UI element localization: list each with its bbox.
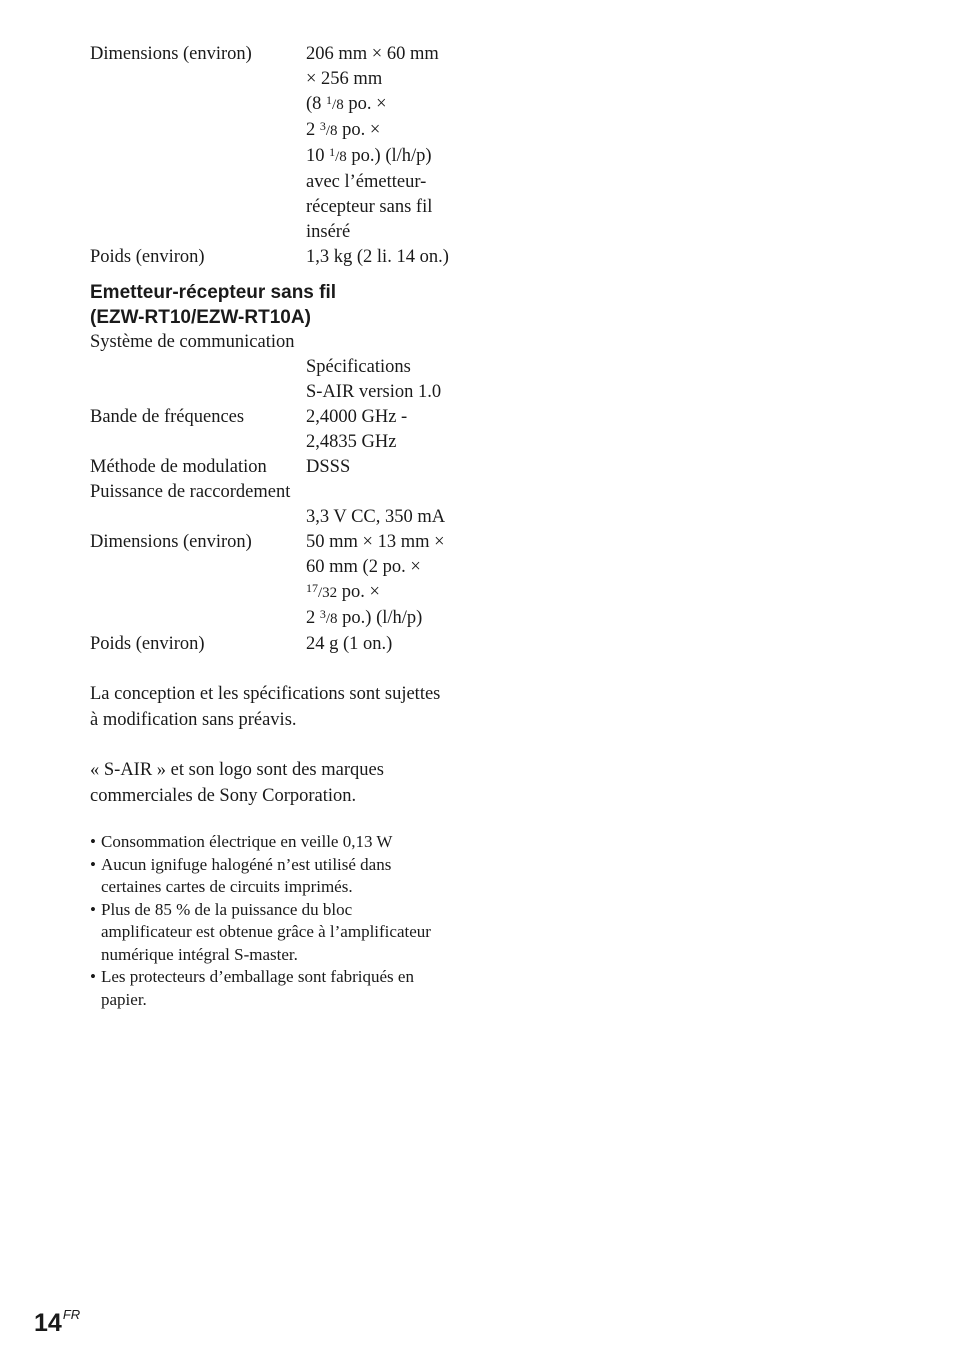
list-item — [90, 899, 470, 967]
spec-value — [306, 530, 470, 632]
heading-line: (EZW-RT10/EZW-RT10A) — [90, 307, 311, 328]
spec-value-line: 2 $^3$/8 po. × — [306, 119, 381, 140]
spec-value-line: 10 $^1$/8 po.) (l/h/p) — [306, 145, 432, 166]
bullet-marker: • — [90, 832, 96, 851]
notice-line: La conception et les spécifications sont sujettes — [90, 684, 441, 704]
bullet-marker: • — [90, 967, 96, 986]
list-item-line: Consommation électrique en veille 0,13 W — [101, 832, 393, 851]
spec-label: Système de communication — [90, 332, 295, 352]
spec-value-line: 2,4835 GHz — [306, 432, 397, 452]
spec-row-weight — [90, 245, 470, 270]
spec-row-power — [90, 480, 470, 530]
spec-row-weight — [90, 632, 470, 657]
spec-value-line: 50 mm × 13 mm × — [306, 532, 445, 552]
spec-value-line: 60 mm (2 po. × — [306, 557, 421, 577]
spec-value-line: $^{17}$/32 po. × — [306, 581, 380, 602]
spec-row-dimensions — [90, 42, 470, 245]
list-item — [90, 831, 470, 854]
speaker-spec-table — [90, 42, 470, 270]
spec-value — [306, 405, 470, 455]
spec-value: DSSS — [306, 457, 351, 477]
spec-value-line: (8 $^1$/8 po. × — [306, 93, 387, 114]
spec-row-power-values — [90, 505, 470, 530]
spec-value — [306, 355, 470, 405]
trademark-notice — [90, 758, 470, 809]
spec-row-communication-values — [90, 355, 470, 405]
spec-value-line: inséré — [306, 222, 351, 242]
page-language-code: FR — [62, 1307, 81, 1322]
spec-value-line: 206 mm × 60 mm — [306, 44, 439, 64]
design-change-notice — [90, 682, 470, 733]
spec-label: Dimensions (environ) — [90, 44, 252, 64]
bullet-marker: • — [90, 899, 96, 919]
spec-row-dimensions — [90, 530, 470, 632]
spec-value: 3,3 V CC, 350 mA — [306, 507, 446, 527]
spec-label-spacer — [90, 355, 306, 405]
eco-bullet-list — [90, 831, 470, 1011]
spec-label: Bande de fréquences — [90, 407, 245, 427]
spec-label-spacer — [90, 505, 306, 530]
spec-value-line: 2,4000 GHz - — [306, 407, 408, 427]
transceiver-spec-table — [90, 330, 470, 657]
spec-label: Dimensions (environ) — [90, 532, 252, 552]
list-item-line: Les protecteurs d’emballage sont fabriqués en — [101, 967, 414, 986]
page-number — [34, 1300, 80, 1338]
spec-value: 1,3 kg (2 li. 14 on.) — [306, 247, 449, 267]
spec-value-line: S-AIR version 1.0 — [306, 382, 442, 402]
spec-value — [306, 42, 470, 245]
spec-value-line: récepteur sans fil — [306, 197, 433, 217]
spec-row-modulation — [90, 455, 470, 480]
section-heading-transceiver — [90, 280, 470, 330]
notice-line: à modification sans préavis. — [90, 709, 297, 730]
heading-line: Emetteur-récepteur sans fil — [90, 282, 337, 303]
spec-label: Poids (environ) — [90, 634, 205, 654]
spec-value-line: 2 $^3$/8 po.) (l/h/p) — [306, 607, 423, 628]
spec-row-communication — [90, 330, 470, 405]
content-column — [90, 42, 470, 1011]
list-item-line: Aucun ignifuge halogéné n’est utilisé dans — [101, 854, 392, 874]
list-item-line: numérique intégral S-master. — [101, 944, 298, 964]
list-item — [90, 966, 470, 1011]
trademark-line: commerciales de Sony Corporation. — [90, 785, 357, 806]
spec-label: Poids (environ) — [90, 247, 205, 267]
spec-row-frequency — [90, 405, 470, 455]
list-item-line: amplificateur est obtenue grâce à l’amplificateur — [101, 922, 431, 941]
spec-label: Méthode de modulation — [90, 457, 267, 477]
page-number-value: 14 — [34, 1309, 62, 1337]
spec-value-line: avec l’émetteur- — [306, 172, 427, 192]
spec-value-line: Spécifications — [306, 357, 411, 377]
spec-label: Puissance de raccordement — [90, 482, 291, 502]
spec-value-line: × 256 mm — [306, 69, 383, 89]
list-item-line: certaines cartes de circuits imprimés. — [101, 877, 353, 896]
list-item-line: papier. — [101, 989, 147, 1009]
spec-value: 24 g (1 on.) — [306, 634, 393, 654]
list-item-line: Plus de 85 % de la puissance du bloc — [101, 899, 353, 919]
bullet-marker: • — [90, 854, 96, 874]
list-item — [90, 854, 470, 899]
trademark-line: « S-AIR » et son logo sont des marques — [90, 760, 384, 780]
